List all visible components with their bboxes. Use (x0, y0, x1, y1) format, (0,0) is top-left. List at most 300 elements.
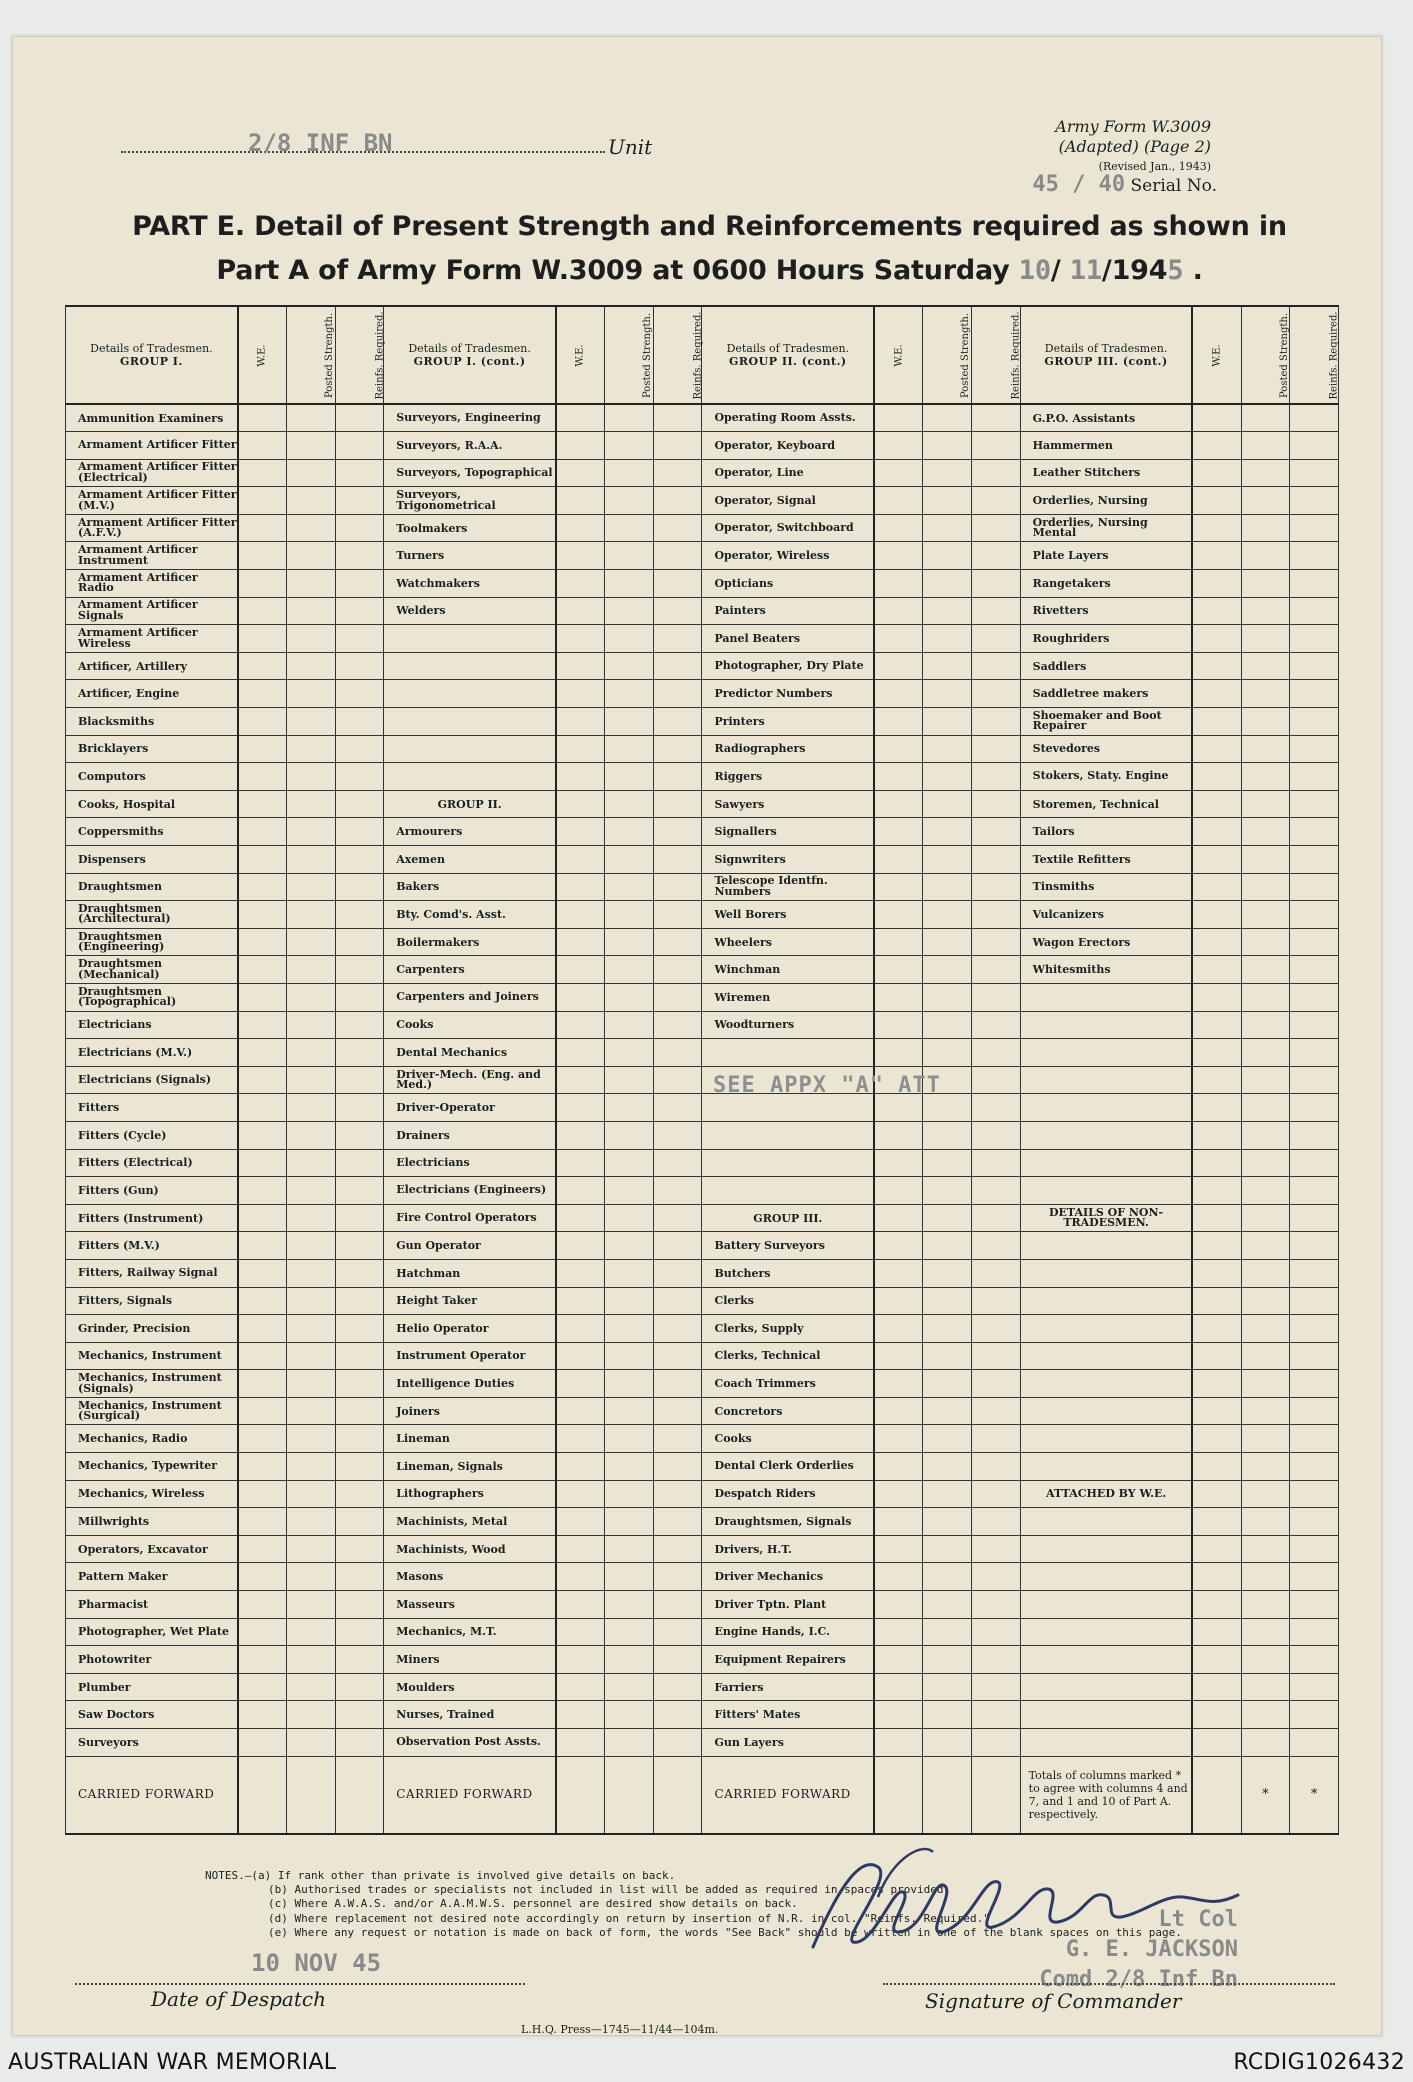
entry-cell (923, 956, 972, 984)
entry-cell (335, 459, 384, 487)
table-row (66, 763, 1339, 791)
entry-cell (605, 459, 654, 487)
entry-cell (1241, 1563, 1290, 1591)
entry-cell (874, 459, 923, 487)
trade-name-cell: Electricians (66, 1011, 238, 1039)
entry-cell (1290, 735, 1339, 763)
entry-cell (238, 1149, 287, 1177)
posted-strength-header (1241, 306, 1290, 404)
entry-cell (653, 983, 702, 1011)
entry-cell (335, 1259, 384, 1287)
entry-cell (1241, 514, 1290, 542)
entry-cell (923, 1508, 972, 1536)
entry-cell (335, 1673, 384, 1701)
entry-cell (286, 542, 335, 570)
entry-cell (605, 1673, 654, 1701)
entry-cell (1192, 1204, 1241, 1232)
note-a: NOTES.—(a) If rank other than private is involved give details on back. (205, 1869, 676, 1882)
trade-name-cell: Coppersmiths (66, 818, 238, 846)
trade-name-cell: Fitters (Instrument) (66, 1204, 238, 1232)
table-row (66, 432, 1339, 460)
posted-strength-header (286, 306, 335, 404)
entry-cell (605, 1535, 654, 1563)
entry-cell (653, 404, 702, 432)
entry-cell (1241, 570, 1290, 598)
entry-cell (286, 1315, 335, 1343)
entry-cell (874, 1342, 923, 1370)
entry-cell (972, 708, 1021, 736)
table-row (66, 652, 1339, 680)
entry-cell (972, 1535, 1021, 1563)
trade-name-cell: Artificer, Engine (66, 680, 238, 708)
entry-cell (874, 763, 923, 791)
entry-cell (874, 1535, 923, 1563)
entry-cell (238, 1729, 287, 1757)
form-sheet (12, 36, 1382, 2036)
unit-value: 2/8 INF BN (248, 129, 393, 157)
entry-cell (556, 1121, 605, 1149)
entry-cell (556, 901, 605, 929)
entry-cell (653, 487, 702, 515)
entry-cell (335, 790, 384, 818)
serial-number (1032, 172, 1217, 197)
entry-cell (1290, 1232, 1339, 1260)
entry-cell (335, 1094, 384, 1122)
entry-cell (874, 1315, 923, 1343)
trade-name-cell: Fitters (Cycle) (66, 1121, 238, 1149)
entry-cell (605, 1729, 654, 1757)
entry-cell (1241, 1149, 1290, 1177)
tradesmen-header: Details of Tradesmen. (1044, 342, 1168, 355)
entry-cell (605, 1425, 654, 1453)
entry-cell (286, 1204, 335, 1232)
trade-name-cell (1020, 1646, 1192, 1674)
entry-cell (286, 1646, 335, 1674)
entry-cell (556, 1039, 605, 1067)
entry-cell (874, 1591, 923, 1619)
entry-cell (972, 1039, 1021, 1067)
entry-cell (874, 873, 923, 901)
entry-cell (874, 652, 923, 680)
title-line-2-prefix: Part A of Army Form W.3009 at 0600 Hours Saturday (216, 255, 1010, 286)
entry-cell (335, 956, 384, 984)
reinfs-required-header-text: Reinfs. Required. (374, 311, 386, 400)
entry-cell (1290, 1177, 1339, 1205)
entry-cell (238, 1232, 287, 1260)
posted-strength-header-text: Posted Strength. (1278, 312, 1290, 399)
entry-cell (556, 680, 605, 708)
entry-cell (653, 1011, 702, 1039)
posted-strength-header-text: Posted Strength. (642, 312, 654, 399)
star-mark: * (1290, 1756, 1339, 1834)
posted-strength-header-text: Posted Strength. (323, 312, 335, 399)
entry-cell (335, 1729, 384, 1757)
trade-name-cell: Clerks, Technical (702, 1342, 874, 1370)
trade-name-cell: Riggers (702, 763, 874, 791)
entry-cell (286, 1480, 335, 1508)
entry-cell (605, 956, 654, 984)
entry-cell (874, 570, 923, 598)
entry-cell (605, 432, 654, 460)
entry-cell (335, 1039, 384, 1067)
entry-cell (286, 1508, 335, 1536)
entry-cell (653, 846, 702, 874)
serial-value: 45 / 40 (1032, 172, 1126, 197)
entry-cell (972, 1453, 1021, 1481)
trade-name-cell: Mechanics, M.T. (384, 1618, 556, 1646)
entry-cell (335, 1287, 384, 1315)
entry-cell (335, 514, 384, 542)
entry-cell (605, 570, 654, 598)
entry-cell (556, 1066, 605, 1094)
entry-cell (605, 1453, 654, 1481)
entry-cell (1192, 956, 1241, 984)
posted-strength-header (923, 306, 972, 404)
entry-cell (238, 514, 287, 542)
reinfs-required-header-text: Reinfs. Required. (692, 311, 704, 400)
trade-name-cell: Electricians (M.V.) (66, 1039, 238, 1067)
entry-cell (653, 1563, 702, 1591)
entry-cell (556, 1315, 605, 1343)
entry-cell (605, 1177, 654, 1205)
title-line-2: Part A of Army Form W.3009 at 0600 Hours Saturday 10/ 11/1945 . (216, 255, 1203, 286)
table-row (66, 1535, 1339, 1563)
entry-cell (923, 652, 972, 680)
entry-cell (335, 708, 384, 736)
entry-cell (605, 1563, 654, 1591)
trade-name-cell: DETAILS OF NON-TRADESMEN. (1020, 1204, 1192, 1232)
trade-name-cell: Surveyors (66, 1729, 238, 1757)
despatch-line (75, 1983, 525, 1985)
trade-name-cell: Dental Clerk Orderlies (702, 1453, 874, 1481)
trade-name-cell: Drivers, H.T. (702, 1535, 874, 1563)
trade-name-cell: Welders (384, 597, 556, 625)
entry-cell (1290, 1563, 1339, 1591)
table-row (66, 1563, 1339, 1591)
table-row (66, 790, 1339, 818)
trade-name-cell: Bty. Comd's. Asst. (384, 901, 556, 929)
trade-name-cell (384, 625, 556, 653)
entry-cell (923, 735, 972, 763)
entry-cell (556, 1701, 605, 1729)
entry-cell (286, 404, 335, 432)
entry-cell (653, 1232, 702, 1260)
entry-cell (874, 1508, 923, 1536)
trade-name-cell (702, 1121, 874, 1149)
signature-label: Signature of Commander (925, 1989, 1182, 2013)
entry-cell (1241, 873, 1290, 901)
table-row (66, 459, 1339, 487)
trade-name-cell: Rivetters (1020, 597, 1192, 625)
entry-cell (972, 625, 1021, 653)
carried-forward-label: CARRIED FORWARD (66, 1756, 238, 1834)
entry-cell (286, 1397, 335, 1425)
entry-cell (238, 459, 287, 487)
trade-name-cell: Equipment Repairers (702, 1646, 874, 1674)
entry-cell (238, 1756, 287, 1834)
reinfs-required-header (972, 306, 1021, 404)
entry-cell (1290, 1397, 1339, 1425)
entry-cell (1192, 432, 1241, 460)
entry-cell (1290, 1646, 1339, 1674)
trade-name-cell: Mechanics, Radio (66, 1425, 238, 1453)
trade-name-cell: Driver-Mech. (Eng. and Med.) (384, 1066, 556, 1094)
entry-cell (335, 1618, 384, 1646)
trade-name-cell (1020, 1701, 1192, 1729)
trade-name-cell: GROUP III. (702, 1204, 874, 1232)
trade-name-cell: Lineman, Signals (384, 1453, 556, 1481)
entry-cell (1290, 652, 1339, 680)
entry-cell (653, 1591, 702, 1619)
trade-name-cell: Signallers (702, 818, 874, 846)
entry-cell (238, 1618, 287, 1646)
entry-cell (1192, 1646, 1241, 1674)
trade-name-cell: Saddletree makers (1020, 680, 1192, 708)
we-header (238, 306, 287, 404)
we-header (556, 306, 605, 404)
entry-cell (1290, 956, 1339, 984)
entry-cell (653, 1397, 702, 1425)
entry-cell (556, 597, 605, 625)
trade-name-cell: Armament Artificer Fitter (M.V.) (66, 487, 238, 515)
entry-cell (1241, 1701, 1290, 1729)
trade-name-cell (1020, 1066, 1192, 1094)
entry-cell (874, 1756, 923, 1834)
entry-cell (874, 1121, 923, 1149)
entry-cell (556, 956, 605, 984)
entry-cell (923, 1756, 972, 1834)
entry-cell (286, 1673, 335, 1701)
entry-cell (923, 708, 972, 736)
entry-cell (1192, 1315, 1241, 1343)
entry-cell (1192, 708, 1241, 736)
entry-cell (874, 1397, 923, 1425)
entry-cell (874, 1149, 923, 1177)
entry-cell (653, 597, 702, 625)
entry-cell (1290, 1591, 1339, 1619)
note-b: (b) Authorised trades or specialists not included in list will be added as required in spaces provided. (268, 1883, 951, 1897)
entry-cell (1192, 487, 1241, 515)
entry-cell (1290, 1480, 1339, 1508)
entry-cell (653, 1480, 702, 1508)
trade-name-cell: Armament Artificer Signals (66, 597, 238, 625)
trade-name-cell: Draughtsmen (Topographical) (66, 983, 238, 1011)
trade-name-cell: Tinsmiths (1020, 873, 1192, 901)
table-row (66, 680, 1339, 708)
table-row (66, 846, 1339, 874)
trade-name-cell: Draughtsmen (Mechanical) (66, 956, 238, 984)
entry-cell (335, 1701, 384, 1729)
entry-cell (605, 1756, 654, 1834)
entry-cell (972, 1508, 1021, 1536)
trade-name-cell (702, 1039, 874, 1067)
trade-name-cell: Storemen, Technical (1020, 790, 1192, 818)
entry-cell (1241, 1177, 1290, 1205)
entry-cell (1290, 1094, 1339, 1122)
entry-cell (335, 487, 384, 515)
entry-cell (972, 901, 1021, 929)
entry-cell (874, 1701, 923, 1729)
entry-cell (238, 983, 287, 1011)
entry-cell (286, 983, 335, 1011)
entry-cell (556, 652, 605, 680)
trade-name-cell: Telescope Identfn. Numbers (702, 873, 874, 901)
entry-cell (286, 1535, 335, 1563)
entry-cell (556, 873, 605, 901)
entry-cell (556, 1177, 605, 1205)
entry-cell (972, 1094, 1021, 1122)
group-label: GROUP II. (cont.) (729, 355, 847, 368)
entry-cell (238, 1342, 287, 1370)
entry-cell (1192, 763, 1241, 791)
entry-cell (972, 1342, 1021, 1370)
trade-name-cell: Photowriter (66, 1646, 238, 1674)
entry-cell (556, 404, 605, 432)
entry-cell (923, 1673, 972, 1701)
entry-cell (556, 1756, 605, 1834)
entry-cell (923, 1287, 972, 1315)
entry-cell (1241, 1204, 1290, 1232)
unit-label: Unit (608, 135, 653, 159)
entry-cell (653, 901, 702, 929)
entry-cell (335, 1370, 384, 1398)
entry-cell (972, 1149, 1021, 1177)
trade-name-cell: Cooks (702, 1425, 874, 1453)
entry-cell (923, 1232, 972, 1260)
entry-cell (605, 542, 654, 570)
entry-cell (605, 901, 654, 929)
entry-cell (605, 487, 654, 515)
entry-cell (923, 1425, 972, 1453)
entry-cell (286, 1756, 335, 1834)
entry-cell (238, 1204, 287, 1232)
trade-name-cell: Lineman (384, 1425, 556, 1453)
entry-cell (556, 790, 605, 818)
table-row (66, 1039, 1339, 1067)
trade-name-cell: Rangetakers (1020, 570, 1192, 598)
entry-cell (653, 873, 702, 901)
entry-cell (923, 1039, 972, 1067)
entry-cell (972, 873, 1021, 901)
entry-cell (1241, 1121, 1290, 1149)
trade-name-cell: Mechanics, Instrument (66, 1342, 238, 1370)
entry-cell (874, 1453, 923, 1481)
entry-cell (1192, 1425, 1241, 1453)
entry-cell (238, 1701, 287, 1729)
entry-cell (972, 1425, 1021, 1453)
table-row (66, 1315, 1339, 1343)
entry-cell (1192, 514, 1241, 542)
entry-cell (923, 846, 972, 874)
trade-name-cell: Plate Layers (1020, 542, 1192, 570)
entry-cell (1290, 846, 1339, 874)
table-row (66, 1121, 1339, 1149)
trade-name-cell: Gun Operator (384, 1232, 556, 1260)
entry-cell (605, 1149, 654, 1177)
trade-name-cell (1020, 1094, 1192, 1122)
trade-name-cell (1020, 1232, 1192, 1260)
entry-cell (286, 514, 335, 542)
trade-name-cell: Winchman (702, 956, 874, 984)
serial-label: Serial No. (1130, 176, 1217, 196)
trade-name-cell: Butchers (702, 1259, 874, 1287)
entry-cell (1290, 1149, 1339, 1177)
entry-cell (1192, 652, 1241, 680)
trade-name-cell: Joiners (384, 1397, 556, 1425)
entry-cell (286, 763, 335, 791)
group-header-3 (702, 306, 874, 404)
entry-cell (335, 542, 384, 570)
trade-name-cell: Mechanics, Instrument (Surgical) (66, 1397, 238, 1425)
entry-cell (605, 873, 654, 901)
note-d: (d) Where replacement not desired note accordingly on return by insertion of N.R. in col. "Reinfs. Required." (268, 1911, 990, 1925)
entry-cell (1241, 432, 1290, 460)
entry-cell (1290, 514, 1339, 542)
entry-cell (556, 735, 605, 763)
entry-cell (923, 1646, 972, 1674)
trade-name-cell: Watchmakers (384, 570, 556, 598)
entry-cell (972, 818, 1021, 846)
entry-cell (556, 542, 605, 570)
entry-cell (605, 1646, 654, 1674)
table-row (66, 1453, 1339, 1481)
trade-name-cell: Shoemaker and Boot Repairer (1020, 708, 1192, 736)
entry-cell (1241, 404, 1290, 432)
entry-cell (556, 846, 605, 874)
trade-name-cell: Armament Artificer Instrument (66, 542, 238, 570)
entry-cell (1290, 1342, 1339, 1370)
entry-cell (556, 818, 605, 846)
note-c: (c) Where A.W.A.S. and/or A.A.M.W.S. personnel are desired show details on back. (268, 1897, 798, 1911)
entry-cell (923, 1729, 972, 1757)
entry-cell (1241, 1011, 1290, 1039)
entry-cell (1290, 1370, 1339, 1398)
trade-name-cell: Moulders (384, 1673, 556, 1701)
entry-cell (653, 1618, 702, 1646)
entry-cell (1192, 846, 1241, 874)
entry-cell (286, 1011, 335, 1039)
table-row (66, 1259, 1339, 1287)
entry-cell (653, 542, 702, 570)
tradesmen-header: Details of Tradesmen. (408, 342, 531, 355)
reinfs-required-header (1290, 306, 1339, 404)
table-row (66, 1508, 1339, 1536)
entry-cell (653, 1039, 702, 1067)
trade-name-cell: Wheelers (702, 928, 874, 956)
entry-cell (874, 542, 923, 570)
entry-cell (335, 873, 384, 901)
trade-name-cell: Nurses, Trained (384, 1701, 556, 1729)
entry-cell (923, 1535, 972, 1563)
trade-name-cell: Engine Hands, I.C. (702, 1618, 874, 1646)
entry-cell (874, 1563, 923, 1591)
entry-cell (605, 1370, 654, 1398)
entry-cell (972, 542, 1021, 570)
trade-name-cell: Armament Artificer Fitter (Electrical) (66, 459, 238, 487)
entry-cell (653, 1729, 702, 1757)
entry-cell (1192, 1232, 1241, 1260)
entry-cell (1290, 1121, 1339, 1149)
entry-cell (335, 846, 384, 874)
entry-cell (238, 846, 287, 874)
we-header (874, 306, 923, 404)
trade-name-cell: Concretors (702, 1397, 874, 1425)
trade-name-cell: Fitters, Signals (66, 1287, 238, 1315)
entry-cell (923, 1370, 972, 1398)
entry-cell (972, 1646, 1021, 1674)
trade-name-cell: Draughtsmen, Signals (702, 1508, 874, 1536)
trade-name-cell (1020, 1039, 1192, 1067)
